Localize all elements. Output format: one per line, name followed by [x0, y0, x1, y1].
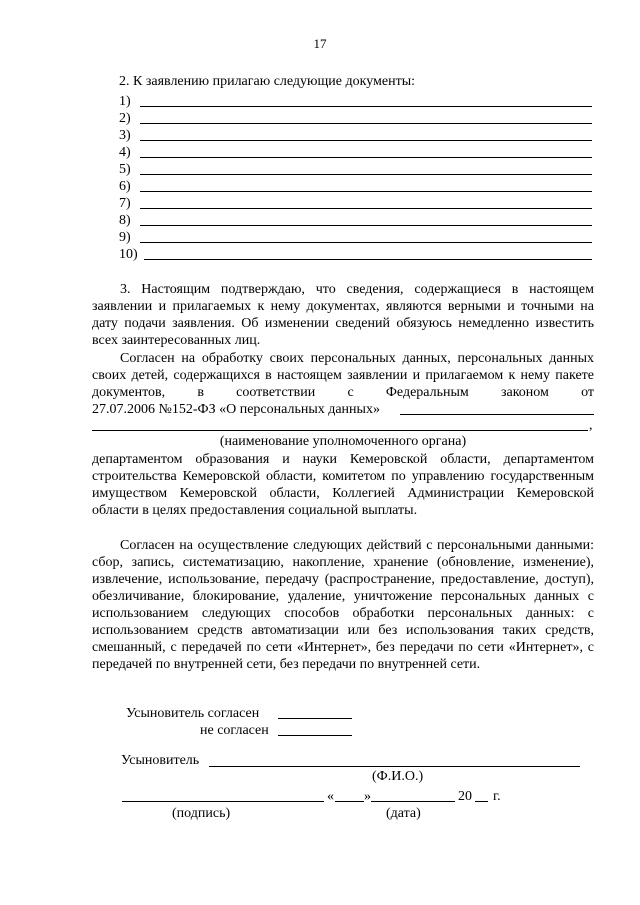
document-item-number: 10): [119, 247, 138, 262]
signature-blank[interactable]: [122, 801, 324, 802]
document-item-blank[interactable]: [140, 157, 592, 158]
document-item-blank[interactable]: [140, 140, 592, 141]
authority-comma: ,: [589, 418, 593, 433]
date-quote-open: «: [327, 789, 334, 804]
year-blank[interactable]: [475, 801, 488, 802]
document-item-number: 5): [119, 162, 131, 177]
document-item-blank[interactable]: [140, 208, 592, 209]
document-item-blank[interactable]: [140, 174, 592, 175]
documents-heading: 2. К заявлению прилагаю следующие документы:: [119, 74, 416, 89]
consent-processing-paragraph: Согласен на обработку своих персональных данных, персональных данных своих детей, содержащихся в настоящем заявлении и прилагаемом к нему пакете документов, в соответствии с Федеральным законом от: [92, 351, 594, 400]
date-hint: (дата): [386, 806, 421, 821]
document-item-number: 8): [119, 213, 131, 228]
agree-label: Усыновитель согласен: [126, 706, 260, 721]
law-reference: 27.07.2006 №152-ФЗ «О персональных данных»: [92, 402, 380, 417]
document-item-number: 2): [119, 111, 131, 126]
authority-hint: (наименование уполномоченного органа): [219, 434, 467, 449]
confirmation-paragraph: 3. Настоящим подтверждаю, что сведения, содержащиеся в настоящем заявлении и прилагаемых к нему документах, являются верными и точными на дату подачи заявления. Об изменении сведений обязуюсь немедленно известить всех заинтересованных лиц.: [92, 282, 594, 348]
month-blank[interactable]: [371, 801, 455, 802]
date-quote-close: »: [364, 789, 371, 804]
document-item-blank[interactable]: [140, 123, 592, 124]
day-blank[interactable]: [335, 801, 364, 802]
fio-hint: (Ф.И.О.): [372, 769, 424, 784]
document-item-blank[interactable]: [144, 259, 592, 260]
signature-hint: (подпись): [172, 806, 231, 821]
authority-blank-line-1[interactable]: [400, 414, 594, 415]
departments-paragraph: департаментом образования и науки Кемеровской области, департаментом строительства Кемеровской области, комитетом по управлению государственным имуществом Кемеровской области, Коллегией Администрации Кемеровской области в целях предоставления социальной выплаты.: [92, 452, 594, 518]
document-item-number: 7): [119, 196, 131, 211]
document-item-number: 4): [119, 145, 131, 160]
year-suffix: г.: [493, 789, 501, 804]
adopter-label: Усыновитель: [121, 753, 200, 768]
document-item-blank[interactable]: [140, 242, 592, 243]
year-prefix: 20: [458, 789, 472, 804]
page-number: 17: [313, 36, 327, 51]
fio-blank[interactable]: [209, 766, 580, 767]
authority-blank-line-2[interactable]: [92, 430, 588, 431]
agree-blank[interactable]: [278, 718, 352, 719]
disagree-label: не согласен: [200, 723, 269, 738]
document-item-blank[interactable]: [140, 191, 592, 192]
document-item-number: 9): [119, 230, 131, 245]
document-item-blank[interactable]: [140, 225, 592, 226]
actions-consent-paragraph: Согласен на осуществление следующих действий с персональными данными: сбор, запись, систематизацию, накопление, хранение (обновление, изменение), извлечение, использование, передачу (распространение, предоставление, доступ), обезличивание, блокирование, удаление, уничтожение персональных данных с использованием следующих способов обработки персональных данных: с использованием средств автоматизации или без использования таких средств, смешанный, с передачей по сети «Интернет», без передачи по сети «Интернет», с передачей по внутренней сети, без передачи по внутренней сети.: [92, 538, 594, 672]
document-item-number: 1): [119, 94, 131, 109]
document-item-blank[interactable]: [140, 106, 592, 107]
document-item-number: 3): [119, 128, 131, 143]
disagree-blank[interactable]: [278, 735, 352, 736]
document-item-number: 6): [119, 179, 131, 194]
